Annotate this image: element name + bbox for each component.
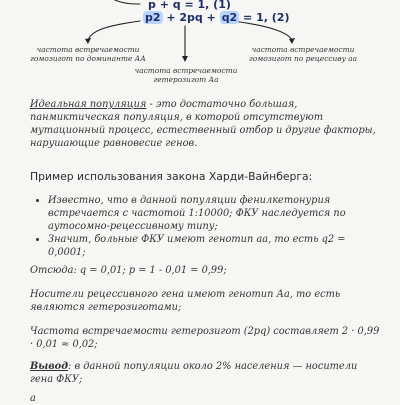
calculation-line: Отсюда: q = 0,01; p = 1 - 0,01 = 0,99; (30, 265, 227, 276)
label-recessive-homozygotes: частота встречаемости гомозигот по рецессиву аа (248, 45, 358, 63)
conclusion-term: Вывод (30, 361, 69, 372)
formula-line-1: p + q = 1, (1) (148, 0, 231, 11)
footer-fragment: а (30, 393, 36, 404)
formula-end: = 1, (2) (239, 11, 290, 24)
ideal-population-term: Идеальная популяция (30, 99, 147, 110)
label-dominant-homozygotes: частота встречаемости гомозигот по доминанте АА (30, 45, 146, 63)
bullet-item: • Известно, что в данной популяции фенилкетонурия встречается с частотой 1:10000; ФКУ наследуется по аутосомно-рецессивному типу; (48, 194, 382, 233)
formula-middle: + 2pq + (162, 11, 220, 24)
q2-term: q2 (221, 11, 238, 24)
bullet-item: • Значит, больные ФКУ имеют генотип аа, то есть q2 = 0,0001; (48, 233, 382, 259)
arrow-to-recessive-label (232, 21, 292, 41)
ideal-population-paragraph (30, 98, 382, 150)
label-heterozygotes: частота встречаемости гетерозигот Аа (134, 66, 238, 84)
arrow-top-left (115, 0, 140, 4)
conclusion-text: : в данной популяции около 2% населения — носители гена ФКУ; (30, 361, 358, 385)
conclusion-paragraph (30, 360, 382, 386)
example-heading: Пример использования закона Харди-Вайнберга: (30, 170, 313, 183)
p2-term: p2 (145, 11, 161, 24)
heterozygote-frequency: Частота встречаемости гетерозигот (2pq) составляет 2 · 0,99 · 0,01 ≈ 0,02; (30, 326, 380, 350)
example-bullets (30, 194, 382, 259)
arrow-to-dominant-label (88, 21, 140, 41)
carriers-paragraph: Носители рецессивного гена имеют генотип Аа, то есть являются гетерозиготами; (30, 289, 341, 313)
ideal-population-definition: - это достаточно большая, панмиктическая популяция, в которой отсутствуют мутационный процесс, естественный отбор и другие факторы, нарушающие равновесие генов. (30, 99, 376, 149)
hardy-weinberg-formula (143, 11, 289, 24)
